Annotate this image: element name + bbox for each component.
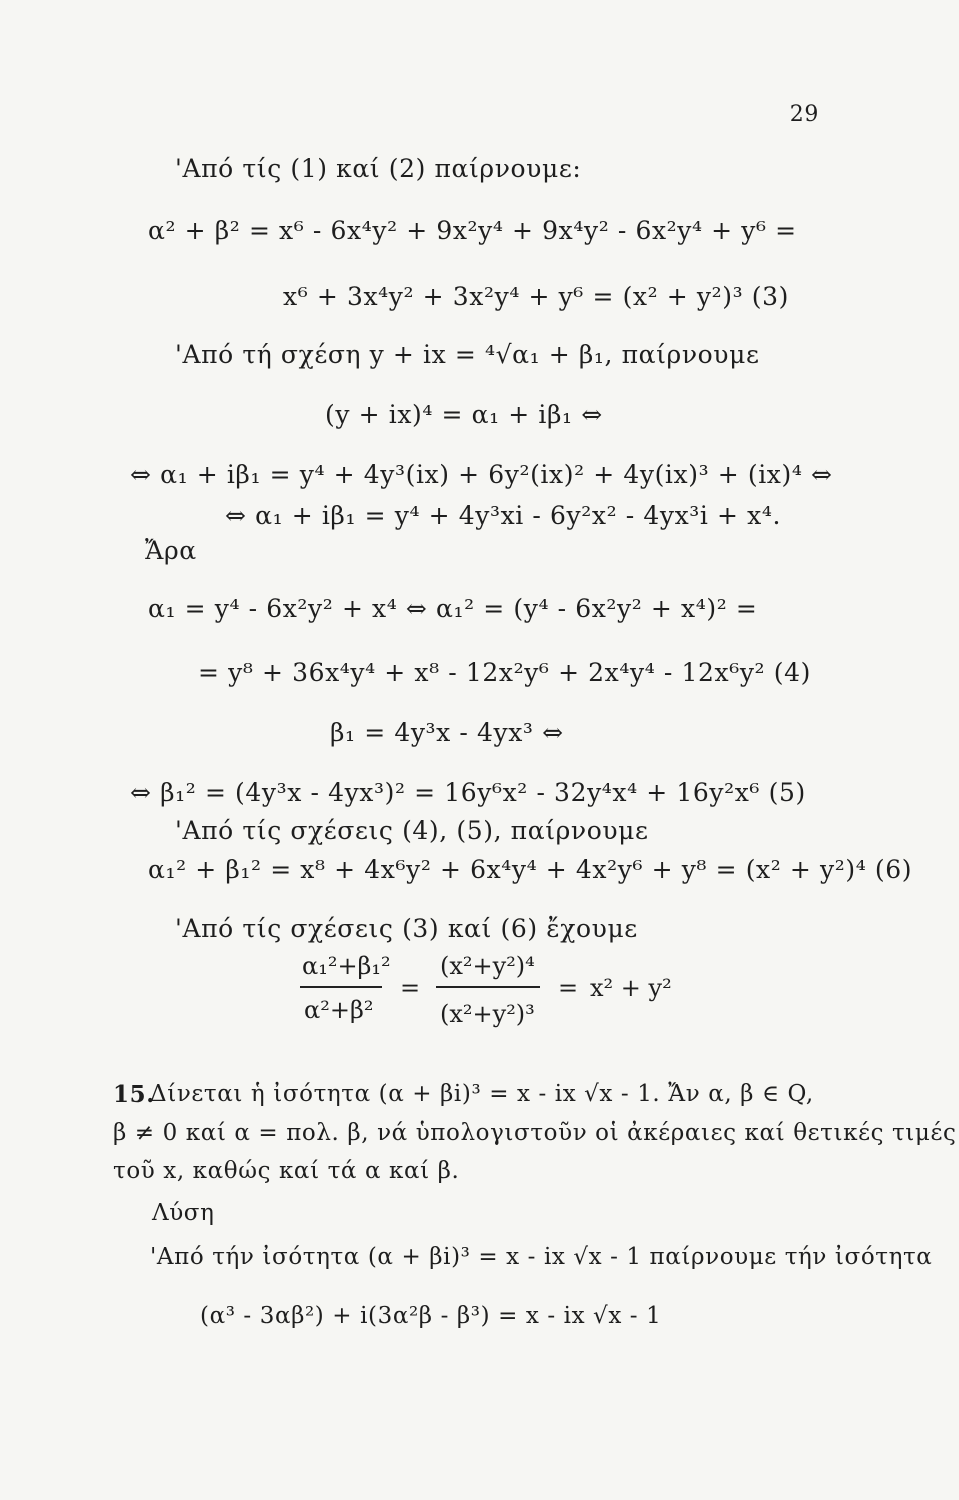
problem-number: 15. xyxy=(113,1081,155,1108)
fraction-result: x² + y² xyxy=(590,974,672,1002)
page-number: 29 xyxy=(789,102,819,127)
problem-text: Δίνεται ἡ ἰσότητα (α + βi)³ = x - ix √x - 1. Ἄν α, β ∈ Q, xyxy=(150,1081,814,1107)
equals-sign: = xyxy=(400,974,421,1002)
text-line: Ἄρα xyxy=(145,536,197,565)
problem-text: β ≠ 0 καί α = πολ. β, νά ὑπολογιστοῦν οἱ ἀκέραιες καί θετικές τιμές xyxy=(113,1120,957,1146)
equation-line: α₁² + β₁² = x⁸ + 4x⁶y² + 6x⁴y⁴ + 4x²y⁶ + y⁸ = (x² + y²)⁴ (6) xyxy=(148,855,913,884)
equation-line: β₁ = 4y³x - 4yx³ ⇔ xyxy=(330,718,564,747)
text-line: 'Από τίς σχέσεις (4), (5), παίρνουμε xyxy=(175,816,649,845)
text-line: 'Από τίς σχέσεις (3) καί (6) ἔχουμε xyxy=(175,914,638,943)
solution-equation: (α³ - 3αβ²) + i(3α²β - β³) = x - ix √x - 1 xyxy=(200,1303,662,1329)
text-line: 'Από τίς (1) καί (2) παίρνουμε: xyxy=(175,154,582,183)
equation-line: x⁶ + 3x⁴y² + 3x²y⁴ + y⁶ = (x² + y²)³ (3) xyxy=(283,282,789,311)
equation-line: α₁ = y⁴ - 6x²y² + x⁴ ⇔ α₁² = (y⁴ - 6x²y² + x⁴)² = xyxy=(148,594,758,623)
solution-text: 'Από τήν ἰσότητα (α + βi)³ = x - ix √x - 1 παίρνουμε τήν ἰσότητα xyxy=(150,1244,933,1270)
solution-label: Λύση xyxy=(152,1200,215,1226)
problem-text: τοῦ x, καθώς καί τά α καί β. xyxy=(113,1158,460,1184)
equation-line: = y⁸ + 36x⁴y⁴ + x⁸ - 12x²y⁶ + 2x⁴y⁴ - 12x⁶y² (4) xyxy=(198,658,811,687)
fraction-equation xyxy=(300,948,700,1038)
equation-line: ⇔ β₁² = (4y³x - 4yx³)² = 16y⁶x² - 32y⁴x⁴ + 16y²x⁶ (5) xyxy=(130,778,806,807)
equals-sign: = xyxy=(558,974,579,1002)
fraction-denominator: α²+β² xyxy=(304,996,374,1024)
equation-line: ⇔ α₁ + iβ₁ = y⁴ + 4y³(ix) + 6y²(ix)² + 4y(ix)³ + (ix)⁴ ⇔ xyxy=(130,460,833,489)
equation-line: α² + β² = x⁶ - 6x⁴y² + 9x²y⁴ + 9x⁴y² - 6x²y⁴ + y⁶ = xyxy=(148,216,797,245)
text-line: 'Από τή σχέση y + ix = ⁴√α₁ + β₁, παίρνουμε xyxy=(175,340,760,369)
fraction-numerator: (x²+y²)⁴ xyxy=(440,952,535,980)
fraction-numerator: α₁²+β₁² xyxy=(302,952,391,980)
equation-line: (y + ix)⁴ = α₁ + iβ₁ ⇔ xyxy=(325,400,603,429)
fraction-bar xyxy=(300,986,382,988)
fraction-denominator: (x²+y²)³ xyxy=(440,1000,535,1028)
fraction-bar xyxy=(436,986,540,988)
equation-line: ⇔ α₁ + iβ₁ = y⁴ + 4y³xi - 6y²x² - 4yx³i + x⁴. xyxy=(225,501,781,530)
